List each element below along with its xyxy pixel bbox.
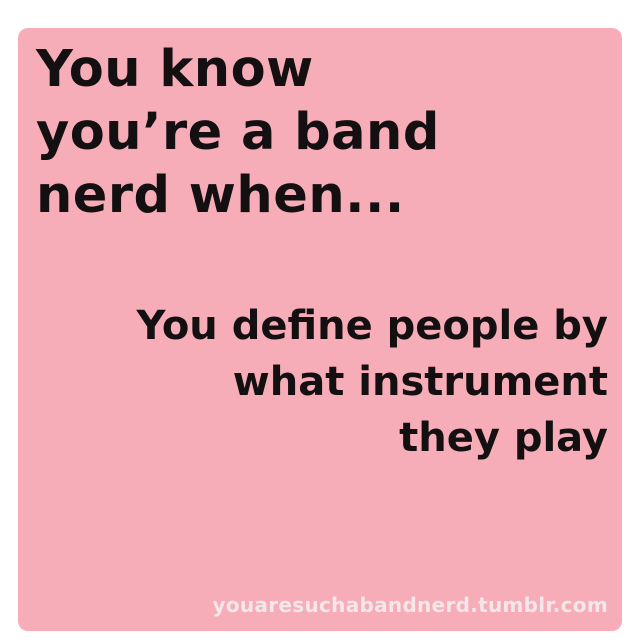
headline-line-2: you’re a band bbox=[36, 103, 440, 162]
headline-line-1: You know bbox=[36, 40, 314, 99]
meme-punchline bbox=[137, 298, 608, 466]
headline-line-3: nerd when... bbox=[36, 166, 405, 225]
meme-headline bbox=[36, 38, 440, 227]
meme-card bbox=[18, 28, 622, 631]
punchline-line-1: You define people by bbox=[136, 303, 608, 349]
punchline-line-2: what instrument bbox=[232, 359, 608, 405]
tumblr-watermark: youaresuchabandnerd.tumblr.com bbox=[212, 593, 608, 617]
punchline-line-3: they play bbox=[399, 415, 608, 461]
